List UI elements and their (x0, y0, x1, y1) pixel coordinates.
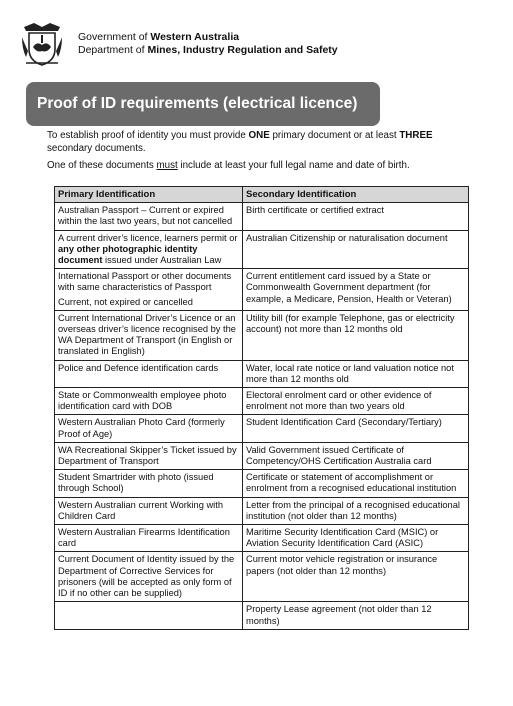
primary-cell: Western Australian Photo Card (formerly Proof of Age) (55, 415, 243, 442)
secondary-cell: Property Lease agreement (not older than 12 months) (243, 602, 469, 629)
primary-cell: State or Commonwealth employee photo identification card with DOB (55, 388, 243, 415)
id-requirements-table (54, 186, 469, 630)
wa-coat-of-arms-icon (20, 21, 64, 67)
secondary-cell: Birth certificate or certified extract (243, 203, 469, 230)
secondary-cell: Current motor vehicle registration or insurance papers (not older than 12 months) (243, 552, 469, 602)
secondary-cell: Certificate or statement of accomplishment or enrolment from a recognised educational institution (243, 470, 469, 497)
table-header-row (55, 187, 469, 203)
table-row (55, 203, 469, 230)
table-row (55, 442, 469, 469)
table-row (55, 602, 469, 629)
secondary-cell: Current entitlement card issued by a State or Commonwealth Government department (for example, a Medicare, Pension, Health or Veteran) (243, 269, 469, 311)
primary-header: Primary Identification (55, 187, 243, 203)
organisation-name (78, 31, 338, 57)
secondary-cell: Electoral enrolment card or other evidence of enrolment not more than two years old (243, 388, 469, 415)
primary-cell: Police and Defence identification cards (55, 360, 243, 387)
table-row (55, 525, 469, 552)
secondary-header: Secondary Identification (243, 187, 469, 203)
table-row (55, 552, 469, 602)
secondary-cell: Water, local rate notice or land valuation notice not more than 12 months old (243, 360, 469, 387)
secondary-cell: Maritime Security Identification Card (MSIC) or Aviation Security Identification Card (ASIC) (243, 525, 469, 552)
primary-cell: A current driver’s licence, learners permit or any other photographic identity document issued under Australian Law (55, 230, 243, 269)
table-row (55, 310, 469, 360)
intro-paragraph-2: One of these documents must include at least your full legal name and date of birth. (47, 160, 410, 171)
primary-cell: Student Smartrider with photo (issued through School) (55, 470, 243, 497)
primary-cell: WA Recreational Skipper’s Ticket issued by Department of Transport (55, 442, 243, 469)
table-row (55, 388, 469, 415)
primary-cell: Western Australian current Working with Children Card (55, 497, 243, 524)
table-row (55, 360, 469, 387)
table-row (55, 415, 469, 442)
primary-cell: International Passport or other documents with same characteristics of Passport Current, not expired or cancelled (55, 269, 243, 311)
primary-cell: Current Document of Identity issued by the Department of Corrective Services for prisoners (will be accepted as only form of ID if no other can be supplied) (55, 552, 243, 602)
table-row (55, 497, 469, 524)
table-row (55, 230, 469, 269)
primary-cell: Australian Passport – Current or expired within the last two years, but not cancelled (55, 203, 243, 230)
intro-text (47, 130, 467, 173)
department-line: Department of Mines, Industry Regulation and Safety (78, 44, 338, 56)
intro-paragraph-1: To establish proof of identity you must provide ONE primary document or at least THREE secondary documents. (47, 130, 433, 154)
primary-cell (55, 602, 243, 629)
primary-cell: Current International Driver’s Licence or an overseas driver’s licence recognised by the WA Department of Transport (in English or translated in English) (55, 310, 243, 360)
primary-cell-note: Current, not expired or cancelled (58, 296, 193, 307)
primary-cell: Western Australian Firearms Identification card (55, 525, 243, 552)
government-line: Government of Western Australia (78, 31, 240, 43)
page-title: Proof of ID requirements (electrical licence) (26, 82, 380, 126)
secondary-cell: Letter from the principal of a recognised educational institution (not older than 12 months) (243, 497, 469, 524)
letterhead (20, 20, 338, 68)
secondary-cell: Valid Government issued Certificate of Competency/OHS Certification Australia card (243, 442, 469, 469)
secondary-cell: Utility bill (for example Telephone, gas or electricity account) not more than 12 months old (243, 310, 469, 360)
secondary-cell: Australian Citizenship or naturalisation document (243, 230, 469, 269)
secondary-cell: Student Identification Card (Secondary/Tertiary) (243, 415, 469, 442)
table-row (55, 470, 469, 497)
table-row (55, 269, 469, 311)
